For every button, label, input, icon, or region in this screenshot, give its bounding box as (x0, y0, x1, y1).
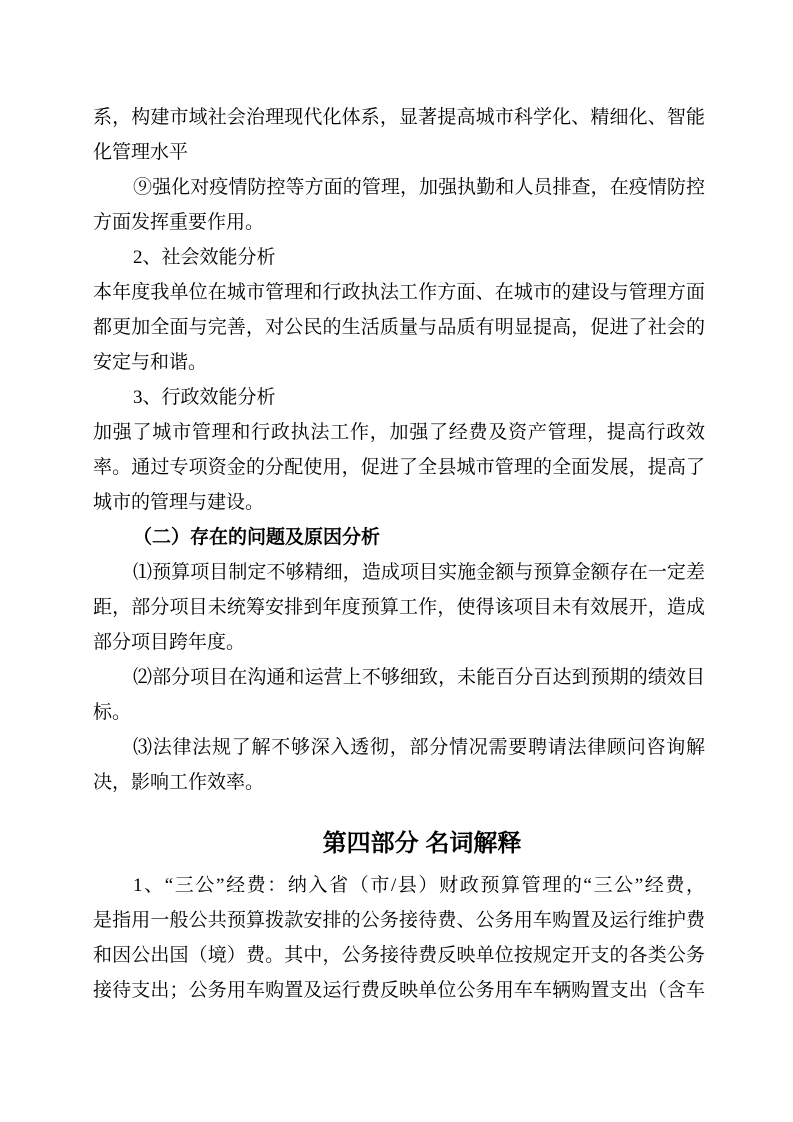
body-line: 城市的管理与建设。 (93, 492, 265, 513)
document-body (93, 100, 705, 1008)
body-line: 部分项目跨年度。 (93, 632, 246, 653)
body-line: 率。通过专项资金的分配使用，促进了全县城市管理的全面发展，提高了 (93, 457, 705, 478)
body-line: 化管理水平 (93, 142, 189, 163)
body-line: ⑨强化对疫情防控等方面的管理，加强执勤和人员排查，在疫情防控 (133, 177, 705, 198)
body-line: 方面发挥重要作用。 (93, 212, 265, 233)
body-line: 系，构建市域社会治理现代化体系，显著提高城市科学化、精细化、智能 (93, 107, 705, 128)
body-line: 本年度我单位在城市管理和行政执法工作方面、在城市的建设与管理方面 (93, 282, 705, 303)
body-line: ⑵部分项目在沟通和运营上不够细致，未能百分百达到预期的绩效目 (133, 667, 705, 688)
body-line: 接待支出；公务用车购置及运行费反映单位公务用车车辆购置支出（含车 (93, 980, 705, 1001)
body-line: 和因公出国（境）费。其中，公务接待费反映单位按规定开支的各类公务 (93, 945, 705, 966)
subsection-heading: （二）存在的问题及原因分析 (133, 527, 381, 548)
body-line: 标。 (93, 702, 132, 723)
body-line: ⑴预算项目制定不够精细，造成项目实施金额与预算金额存在一定差 (133, 562, 705, 583)
body-line: 距，部分项目未统筹安排到年度预算工作，使得该项目未有效展开，造成 (93, 597, 705, 618)
body-line: 安定与和谐。 (93, 352, 208, 373)
body-line: 都更加全面与完善，对公民的生活质量与品质有明显提高，促进了社会的 (93, 317, 705, 338)
section-title: 第四部分 名词解释 (322, 830, 522, 857)
body-line: 是指用一般公共预算拨款安排的公务接待费、公务用车购置及运行维护费 (93, 910, 705, 931)
body-line: 加强了城市管理和行政执法工作，加强了经费及资产管理，提高行政效 (93, 422, 705, 443)
body-line: 1、“三公”经费：纳入省（市/县）财政预算管理的“三公”经费， (133, 875, 705, 896)
list-item-heading: 2、社会效能分析 (133, 247, 276, 268)
body-line: ⑶法律法规了解不够深入透彻，部分情况需要聘请法律顾问咨询解 (133, 737, 705, 758)
body-line: 决，影响工作效率。 (93, 772, 265, 793)
list-item-heading: 3、行政效能分析 (133, 387, 276, 408)
